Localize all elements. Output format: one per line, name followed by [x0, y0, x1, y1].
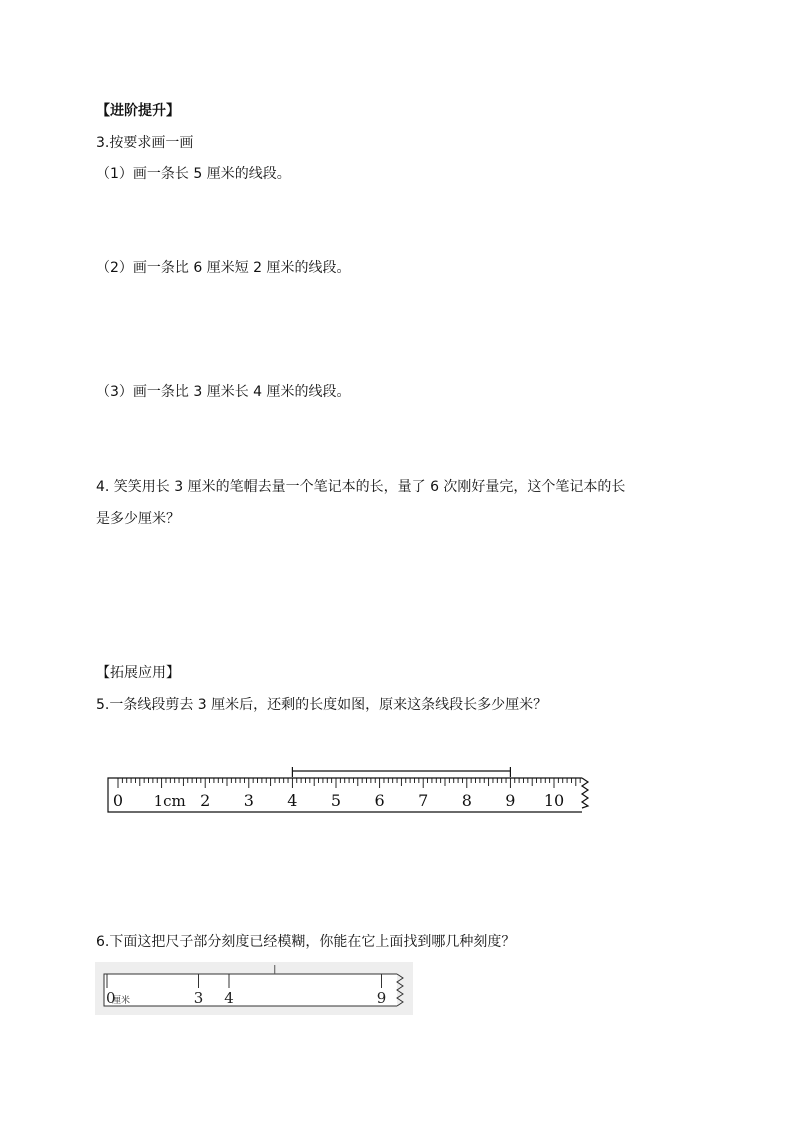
- ruler-label: 9: [376, 989, 387, 1007]
- q6-text: 6.下面这把尺子部分刻度已经模糊，你能在它上面找到哪几种刻度？: [96, 934, 516, 950]
- section-advanced-heading: 【进阶提升】: [96, 103, 180, 119]
- section-extend-heading: 【拓展应用】: [96, 665, 180, 681]
- q4-line1: 4. 笑笑用长 3 厘米的笔帽去量一个笔记本的长，量了 6 次刚好量完，这个笔记本的长: [96, 479, 626, 495]
- ruler-broken-edge: [582, 778, 588, 808]
- q5-text: 5.一条线段剪去 3 厘米后，还剩的长度如图，原来这条线段长多少厘米？: [96, 697, 548, 713]
- ruler-label: 5: [330, 791, 342, 810]
- ruler-q6-svg: [95, 962, 415, 1016]
- q3-part1: （1）画一条长 5 厘米的线段。: [96, 166, 291, 182]
- ruler-body-outline: [104, 974, 397, 1006]
- ruler-label: 0: [112, 791, 124, 810]
- ruler-label: 4: [287, 791, 298, 810]
- ruler-label: 厘米: [112, 996, 131, 1006]
- q3-part2: （2）画一条比 6 厘米短 2 厘米的线段。: [96, 260, 351, 276]
- ruler-label: 10: [543, 791, 565, 810]
- ruler-q5: [100, 764, 600, 820]
- ruler-label: 8: [461, 791, 472, 810]
- ruler-label: 1cm: [153, 792, 186, 810]
- ruler-label: 0: [106, 989, 116, 1007]
- q3-part3: （3）画一条比 3 厘米长 4 厘米的线段。: [96, 384, 351, 400]
- ruler-label: 7: [418, 791, 429, 810]
- q3-title: 3.按要求画一画: [96, 135, 194, 151]
- q4-line2: 是多少厘米？: [96, 511, 180, 527]
- ruler-q5-svg: [100, 764, 600, 816]
- ruler-label: 2: [200, 791, 211, 810]
- ruler-label: 4: [224, 989, 234, 1007]
- ruler-label: 3: [243, 791, 254, 810]
- ruler-label: 3: [193, 989, 204, 1007]
- ruler-q6: [95, 962, 415, 1020]
- ruler-label: 9: [505, 791, 516, 810]
- ruler-label: 6: [374, 791, 385, 810]
